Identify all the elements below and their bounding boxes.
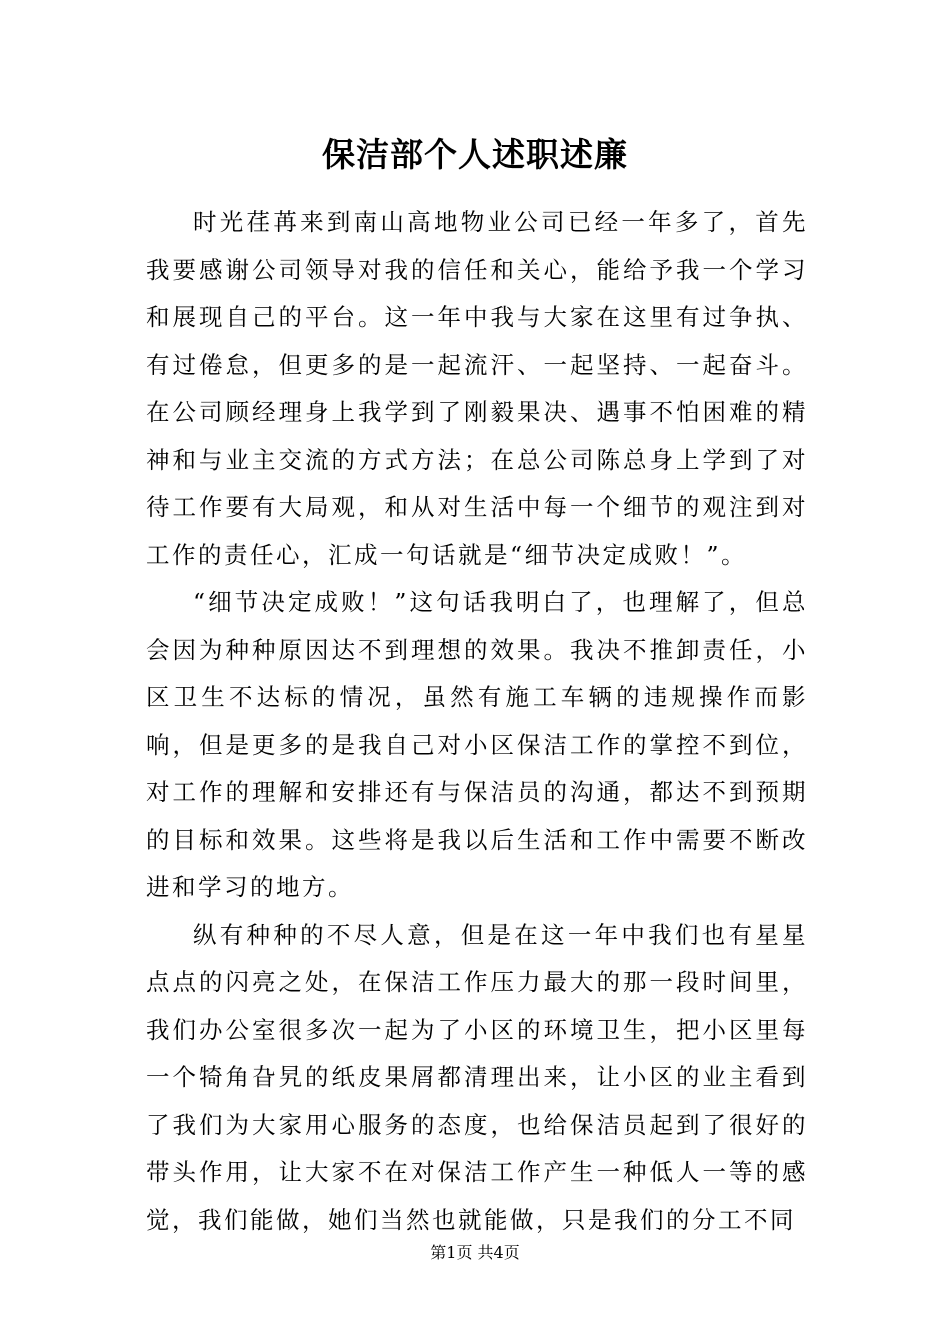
document-body	[146, 199, 808, 1244]
paragraph-3: 纵有种种的不尽人意，但是在这一年中我们也有星星点点的闪亮之处，在保洁工作压力最大的那一段时间里，我们办公室很多次一起为了小区的环境卫生，把小区里每一个犄角旮旯的纸皮果屑都清理出来，让小区的业主看到了我们为大家用心服务的态度，也给保洁员起到了很好的带头作用，让大家不在对保洁工作产生一种低人一等的感觉，我们能做，她们当然也就能做，只是我们的分工不同	[146, 920, 808, 1234]
paragraph-1: 时光荏苒来到南山高地物业公司已经一年多了，首先我要感谢公司领导对我的信任和关心，能给予我一个学习和展现自己的平台。这一年中我与大家在这里有过争执、有过倦怠，但更多的是一起流汗、一起坚持、一起奋斗。在公司顾经理身上我学到了刚毅果决、遇事不怕困难的精神和与业主交流的方式方法；在总公司陈总身上学到了对待工作要有大局观，和从对生活中每一个细节的观注到对工作的责任心，汇成一句话就是“细节决定成败！”。	[146, 208, 808, 569]
paragraph-2: “细节决定成败！”这句话我明白了，也理解了，但总会因为种种原因达不到理想的效果。我决不推卸责任，小区卫生不达标的情况，虽然有施工车辆的违规操作而影响，但是更多的是我自己对小区保洁工作的掌控不到位，对工作的理解和安排还有与保洁员的沟通，都达不到预期的目标和效果。这些将是我以后生活和工作中需要不断改进和学习的地方。	[146, 588, 808, 901]
page-footer: 第1页 共4页	[430, 1243, 520, 1262]
document-title: 保洁部个人述职述廉	[322, 135, 628, 174]
